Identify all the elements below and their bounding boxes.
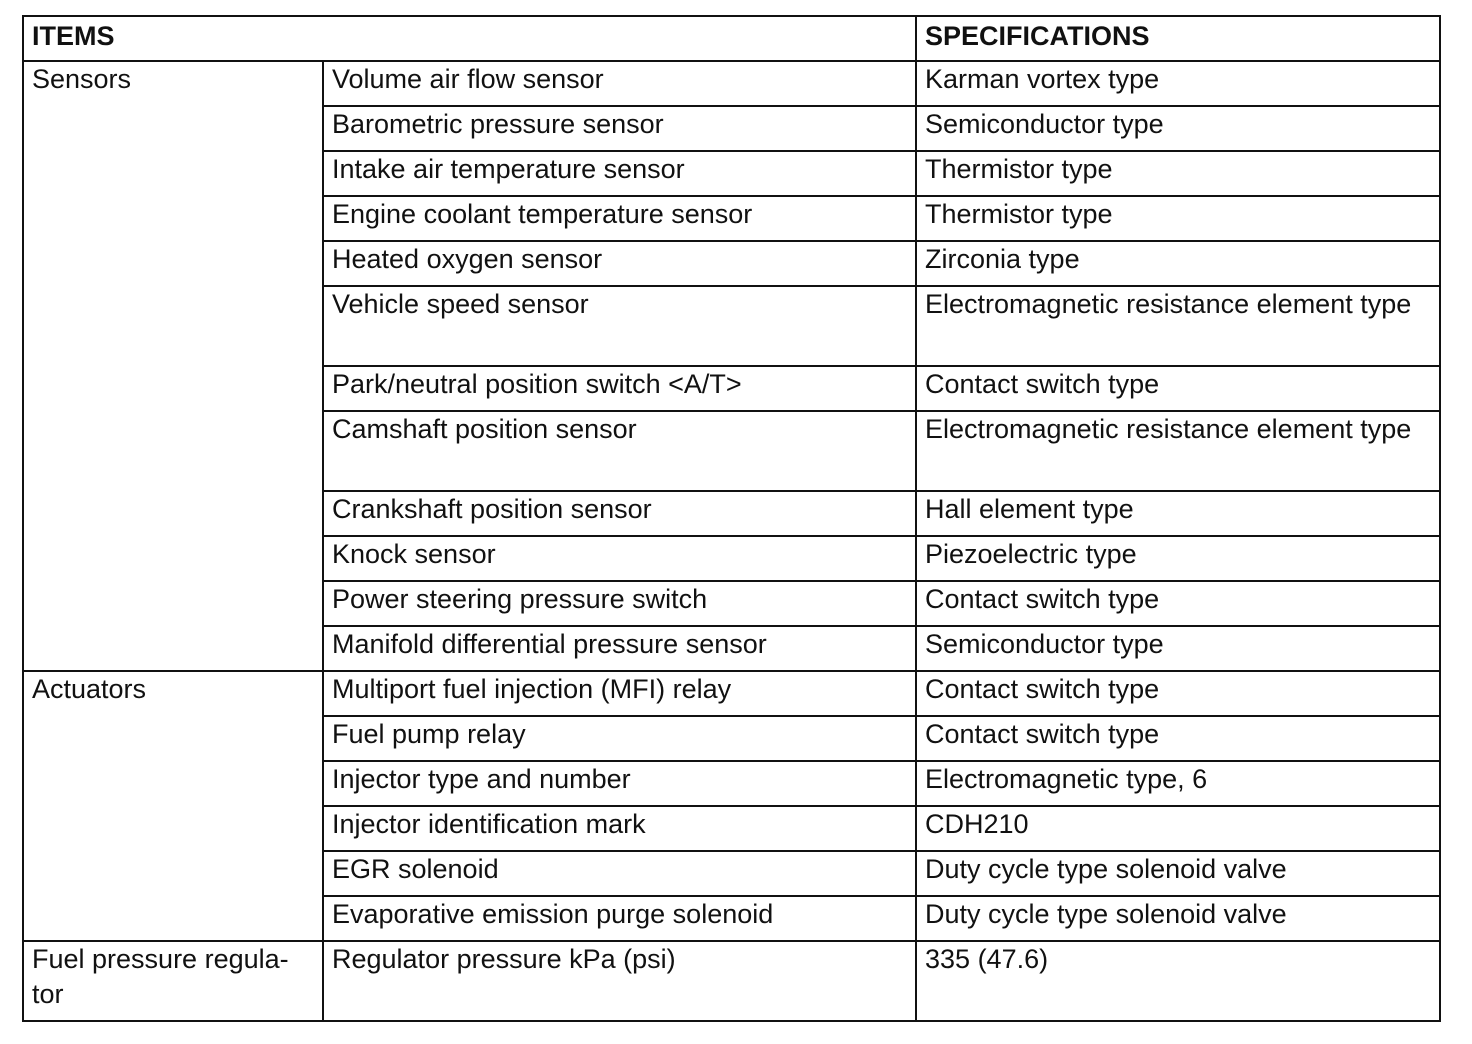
item-cell: Engine coolant temperature sensor [323, 196, 916, 241]
group-label-fuel-pressure-regulator: Fuel pressure regula- tor [23, 941, 323, 1021]
table-row [23, 941, 1440, 1021]
table-row [23, 671, 1440, 716]
item-cell: Intake air temperature sensor [323, 151, 916, 196]
spec-cell: CDH210 [916, 806, 1440, 851]
spec-cell: Piezoelectric type [916, 536, 1440, 581]
group-label-sensors: Sensors [23, 61, 323, 671]
header-items: ITEMS [23, 16, 916, 61]
item-cell: Barometric pressure sensor [323, 106, 916, 151]
item-cell: Multiport fuel injection (MFI) relay [323, 671, 916, 716]
item-cell: Injector identification mark [323, 806, 916, 851]
spec-cell: Karman vortex type [916, 61, 1440, 106]
spec-cell: Hall element type [916, 491, 1440, 536]
spec-cell: Contact switch type [916, 671, 1440, 716]
spec-cell: Contact switch type [916, 366, 1440, 411]
spec-cell: Duty cycle type solenoid valve [916, 851, 1440, 896]
header-row [23, 16, 1440, 61]
spec-cell: Semiconductor type [916, 106, 1440, 151]
spec-cell: Zirconia type [916, 241, 1440, 286]
table-row [23, 61, 1440, 106]
item-cell: Crankshaft position sensor [323, 491, 916, 536]
header-specifications: SPECIFICATIONS [916, 16, 1440, 61]
item-cell: Manifold differential pressure sensor [323, 626, 916, 671]
specifications-table [22, 15, 1441, 1022]
item-cell: Knock sensor [323, 536, 916, 581]
item-cell: Camshaft position sensor [323, 411, 916, 491]
spec-cell: Semiconductor type [916, 626, 1440, 671]
item-cell: Injector type and number [323, 761, 916, 806]
item-cell: Park/neutral position switch <A/T> [323, 366, 916, 411]
spec-cell: Electromagnetic type, 6 [916, 761, 1440, 806]
item-cell: Fuel pump relay [323, 716, 916, 761]
spec-cell: Thermistor type [916, 196, 1440, 241]
spec-cell: Contact switch type [916, 581, 1440, 626]
spec-cell: Thermistor type [916, 151, 1440, 196]
spec-cell: 335 (47.6) [916, 941, 1440, 1021]
item-cell: Vehicle speed sensor [323, 286, 916, 366]
item-cell: Volume air flow sensor [323, 61, 916, 106]
item-cell: Heated oxygen sensor [323, 241, 916, 286]
item-cell: Evaporative emission purge solenoid [323, 896, 916, 941]
spec-cell: Electromagnetic resistance element type [916, 286, 1440, 366]
item-cell: EGR solenoid [323, 851, 916, 896]
group-label-actuators: Actuators [23, 671, 323, 941]
item-cell: Power steering pressure switch [323, 581, 916, 626]
spec-cell: Contact switch type [916, 716, 1440, 761]
item-cell: Regulator pressure kPa (psi) [323, 941, 916, 1021]
spec-cell: Electromagnetic resistance element type [916, 411, 1440, 491]
spec-cell: Duty cycle type solenoid valve [916, 896, 1440, 941]
